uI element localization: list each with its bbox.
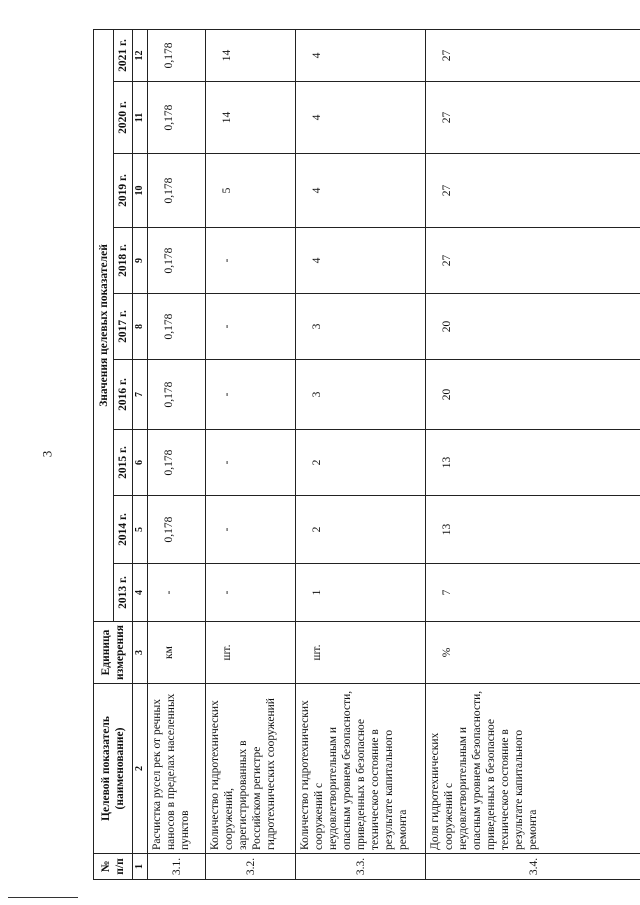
index-cell: 4 (133, 564, 148, 622)
index-cell: 3 (133, 622, 148, 684)
row-value: 0,178 (148, 496, 206, 564)
index-cell: 5 (133, 496, 148, 564)
row-indicator-name: Доля гидротехнических сооружений с неудовлетворительным и опасным уровнем безопасности, приведенных в безопасное техническое состояние в результате капитального ремонта (426, 684, 640, 854)
row-value: 4 (296, 154, 426, 228)
row-value: 2 (296, 496, 426, 564)
rotated-sheet (93, 30, 640, 880)
row-value: 27 (426, 154, 640, 228)
row-value: 0,178 (148, 82, 206, 154)
header-year: 2021 г. (114, 29, 133, 81)
row-value: - (206, 564, 296, 622)
page-number: 3 (39, 450, 55, 458)
row-value: 0,178 (148, 360, 206, 430)
index-cell: 12 (133, 29, 148, 81)
row-value: - (148, 564, 206, 622)
table-row (148, 29, 206, 879)
row-value: 2 (296, 430, 426, 496)
row-value: 27 (426, 228, 640, 294)
row-value: 27 (426, 82, 640, 154)
index-cell: 1 (133, 854, 148, 880)
row-value: 0,178 (148, 430, 206, 496)
target-indicators-table (93, 29, 640, 880)
row-value: - (206, 228, 296, 294)
row-value: 5 (206, 154, 296, 228)
header-year: 2019 г. (114, 154, 133, 228)
row-value: - (206, 360, 296, 430)
row-value: 4 (296, 29, 426, 81)
header-year: 2018 г. (114, 228, 133, 294)
row-value: - (206, 430, 296, 496)
footer-divider (8, 897, 78, 898)
row-number: 3.2. (206, 854, 296, 880)
row-value: 4 (296, 82, 426, 154)
row-value: 20 (426, 360, 640, 430)
table-row (426, 29, 640, 879)
row-value: 0,178 (148, 228, 206, 294)
index-cell: 2 (133, 684, 148, 854)
row-indicator-name: Количество гидротехнических сооружений, зарегистрированных в Российском регистре гидротехнических сооружений (206, 684, 296, 854)
row-value: 14 (206, 82, 296, 154)
row-value: 1 (296, 564, 426, 622)
header-year: 2015 г. (114, 430, 133, 496)
header-year: 2014 г. (114, 496, 133, 564)
header-unit: Единица измерения (94, 622, 133, 684)
row-value: 0,178 (148, 29, 206, 81)
row-value: - (206, 294, 296, 360)
header-year: 2020 г. (114, 82, 133, 154)
row-unit: шт. (296, 622, 426, 684)
index-cell: 6 (133, 430, 148, 496)
row-value: 3 (296, 360, 426, 430)
row-value: 0,178 (148, 154, 206, 228)
header-indicator: Целевой показатель (наименование) (94, 684, 133, 854)
row-value: 20 (426, 294, 640, 360)
row-value: 13 (426, 496, 640, 564)
row-value: - (206, 496, 296, 564)
header-no: № п/п (94, 854, 133, 880)
row-value: 0,178 (148, 294, 206, 360)
row-value: 13 (426, 430, 640, 496)
row-value: 7 (426, 564, 640, 622)
table-row (206, 29, 296, 879)
index-cell: 8 (133, 294, 148, 360)
row-number: 3.4. (426, 854, 640, 880)
row-unit: шт. (206, 622, 296, 684)
row-indicator-name: Расчистка русел рек от речных наносов в пределах населенных пунктов (148, 684, 206, 854)
row-number: 3.1. (148, 854, 206, 880)
row-number: 3.3. (296, 854, 426, 880)
table-row (296, 29, 426, 879)
header-year: 2017 г. (114, 294, 133, 360)
row-indicator-name: Количество гидротехнических сооружений с неудовлетворительным и опасным уровнем безопасности, приведенных в безопасное техническое состояние в результате капитального ремонта (296, 684, 426, 854)
header-values-group: Значения целевых показателей (94, 29, 114, 621)
index-cell: 11 (133, 82, 148, 154)
row-unit: км (148, 622, 206, 684)
row-value: 3 (296, 294, 426, 360)
index-cell: 10 (133, 154, 148, 228)
row-value: 4 (296, 228, 426, 294)
row-value: 14 (206, 29, 296, 81)
row-value: 27 (426, 29, 640, 81)
header-year: 2016 г. (114, 360, 133, 430)
index-cell: 9 (133, 228, 148, 294)
index-cell: 7 (133, 360, 148, 430)
header-year: 2013 г. (114, 564, 133, 622)
row-unit: % (426, 622, 640, 684)
